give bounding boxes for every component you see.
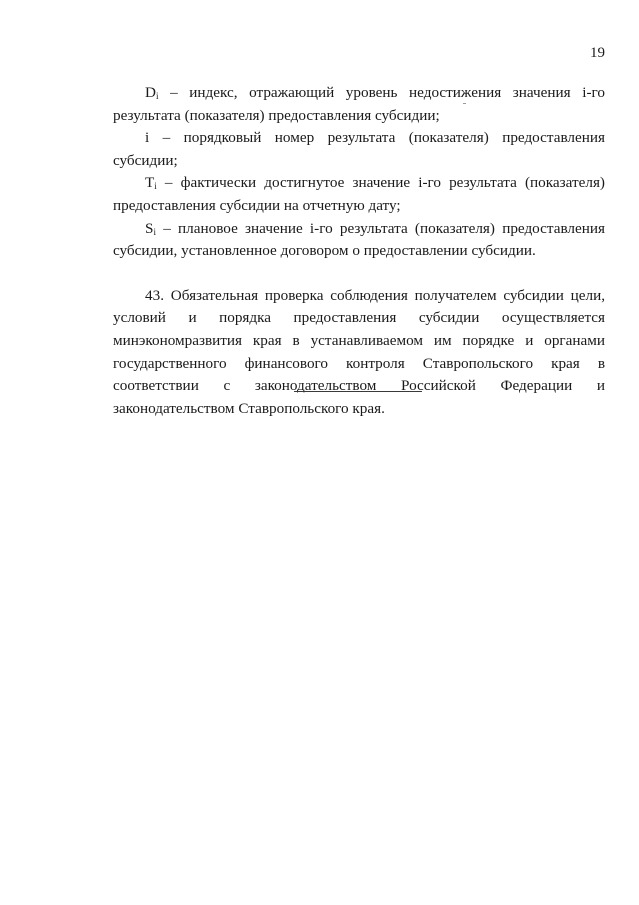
symbol-t-subscript: i — [154, 181, 157, 192]
definition-t-text: – фактически достигнутое значение i-го результата (показателя) предоставления субсидии на отчетную дату; — [113, 174, 605, 214]
symbol-i: i — [145, 129, 150, 147]
definition-i — [113, 127, 605, 172]
clause-43: 43. Обязательная проверка соблюдения получателем субсидии цели, условий и порядка предоставления субсидии осуществляется минэкономразвития края в устанавливаемом им порядке и органами государственного финансового контроля Ставропольского края в соответствии с законодательством Российской Федерации и законодательством Ставропольского края. — [113, 286, 605, 417]
symbol-s-subscript: i — [153, 226, 156, 237]
page-number: 19 — [590, 45, 605, 61]
closing-divider — [294, 391, 422, 392]
symbol-d-subscript: i — [155, 91, 159, 101]
symbol-s: S — [145, 219, 154, 237]
definition-i-text: – порядковый номер результата (показателя) предоставления субсидии; — [113, 129, 605, 169]
symbol-t: T — [145, 174, 155, 192]
definition-d-text: – индекс, отражающий уровень недостижения значения i-го результата (показателя) предоставления субсидии; — [113, 84, 605, 124]
symbol-d: D — [145, 84, 156, 101]
definition-t — [113, 172, 605, 217]
definition-d — [113, 82, 605, 127]
document-body — [113, 82, 605, 420]
definition-s-text: – плановое значение i-го результата (показателя) предоставления субсидии, установленное договором о предоставлении субсидии. — [113, 219, 605, 260]
definition-s — [113, 218, 605, 263]
